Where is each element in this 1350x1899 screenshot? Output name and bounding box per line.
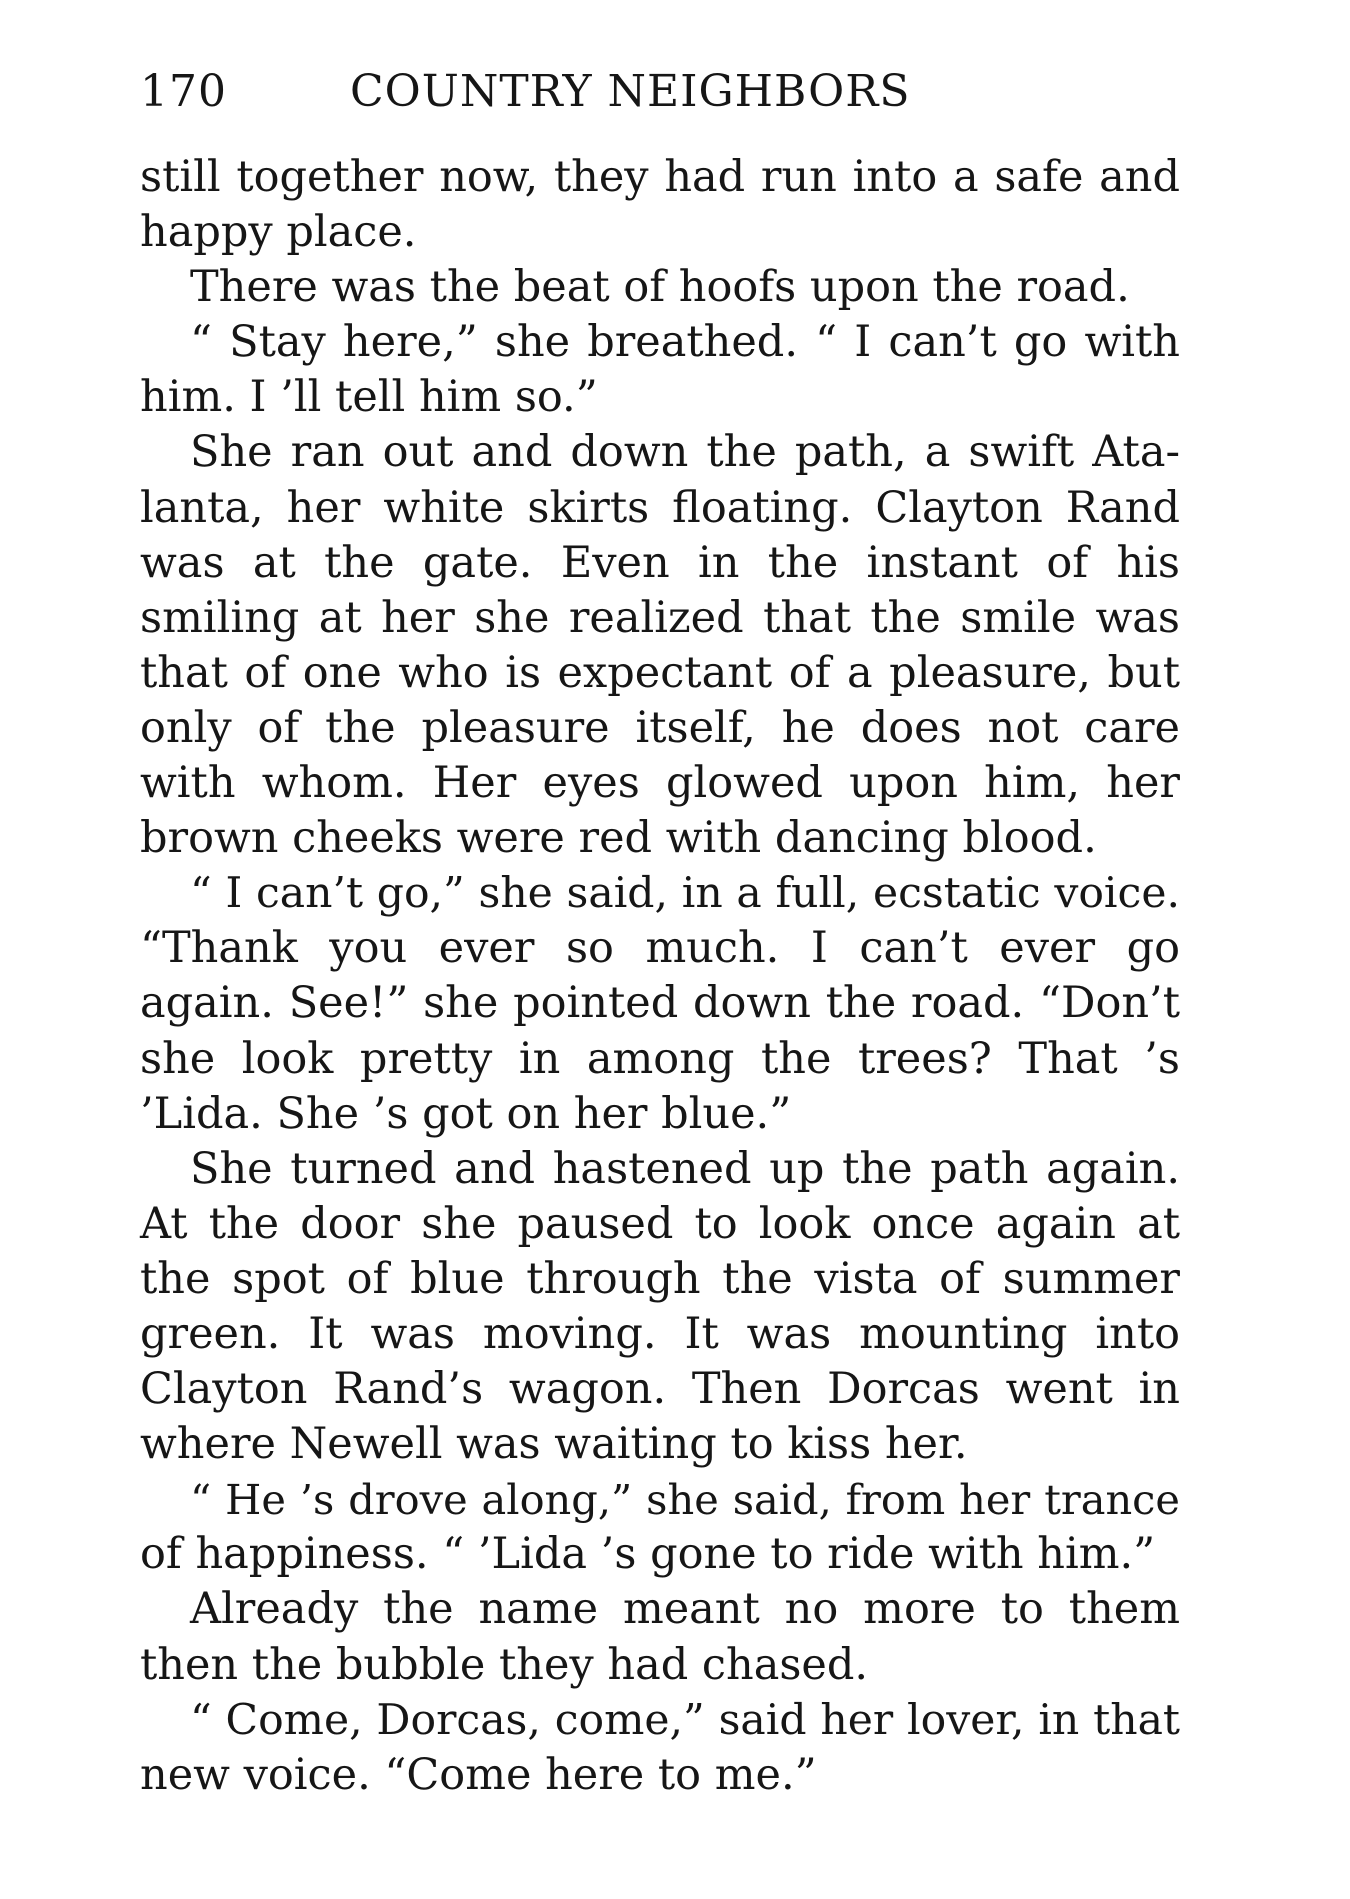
text-line: She turned and hastened up the path again. — [190, 1143, 1180, 1194]
text-line: “ Stay here,” she breathed. “ I can’t go with — [190, 317, 1180, 368]
text-line: was at the gate. Even in the instant of his — [140, 537, 1180, 588]
text-line: then the bubble they had chased. — [140, 1639, 869, 1690]
text-line: the spot of blue through the vista of summer — [140, 1253, 1180, 1304]
text-line: that of one who is expectant of a pleasure, but — [140, 647, 1180, 698]
text-line: Clayton Rand’s wagon. Then Dorcas went in — [140, 1364, 1180, 1415]
text-line: still together now, they had run into a safe and — [140, 152, 1180, 202]
text-line: “ Come, Dorcas, come,” said her lover, in that — [190, 1695, 1180, 1745]
text-line: ’Lida. She ’s got on her blue.” — [140, 1088, 792, 1139]
text-line: At the door she paused to look once again at — [140, 1198, 1180, 1249]
body-text — [140, 150, 1180, 1803]
text-line: lanta, her white skirts floating. Clayton Rand — [140, 482, 1180, 533]
text-line: green. It was moving. It was mounting into — [140, 1308, 1180, 1359]
text-line: brown cheeks were red with dancing blood. — [140, 813, 1097, 864]
text-line: “ I can’t go,” she said, in a full, ecstatic voice. — [190, 869, 1180, 919]
text-line: Already the name meant no more to them — [190, 1584, 1180, 1635]
page-header — [140, 62, 1180, 122]
text-line: new voice. “Come here to me.” — [140, 1749, 817, 1800]
text-line: of happiness. “ ’Lida ’s gone to ride with him.” — [140, 1529, 1156, 1580]
running-head: COUNTRY NEIGHBORS — [350, 66, 911, 117]
text-line: happy place. — [140, 207, 417, 258]
text-line: smiling at her she realized that the smile was — [140, 592, 1180, 643]
text-line: she look pretty in among the trees? That ’s — [140, 1033, 1180, 1084]
text-line: with whom. Her eyes glowed upon him, her — [140, 758, 1180, 809]
text-line: She ran out and down the path, a swift Ata- — [190, 427, 1180, 478]
text-line: “ He ’s drove along,” she said, from her trance — [190, 1475, 1180, 1525]
text-line: him. I ’ll tell him so.” — [140, 372, 598, 423]
text-line: There was the beat of hoofs upon the road. — [190, 262, 1130, 313]
text-line: “Thank you ever so much. I can’t ever go — [140, 923, 1180, 974]
page-number: 170 — [140, 66, 227, 117]
text-line: again. See!” she pointed down the road. “Don’t — [140, 978, 1180, 1029]
text-line: only of the pleasure itself, he does not care — [140, 702, 1180, 753]
text-line: where Newell was waiting to kiss her. — [140, 1419, 968, 1470]
